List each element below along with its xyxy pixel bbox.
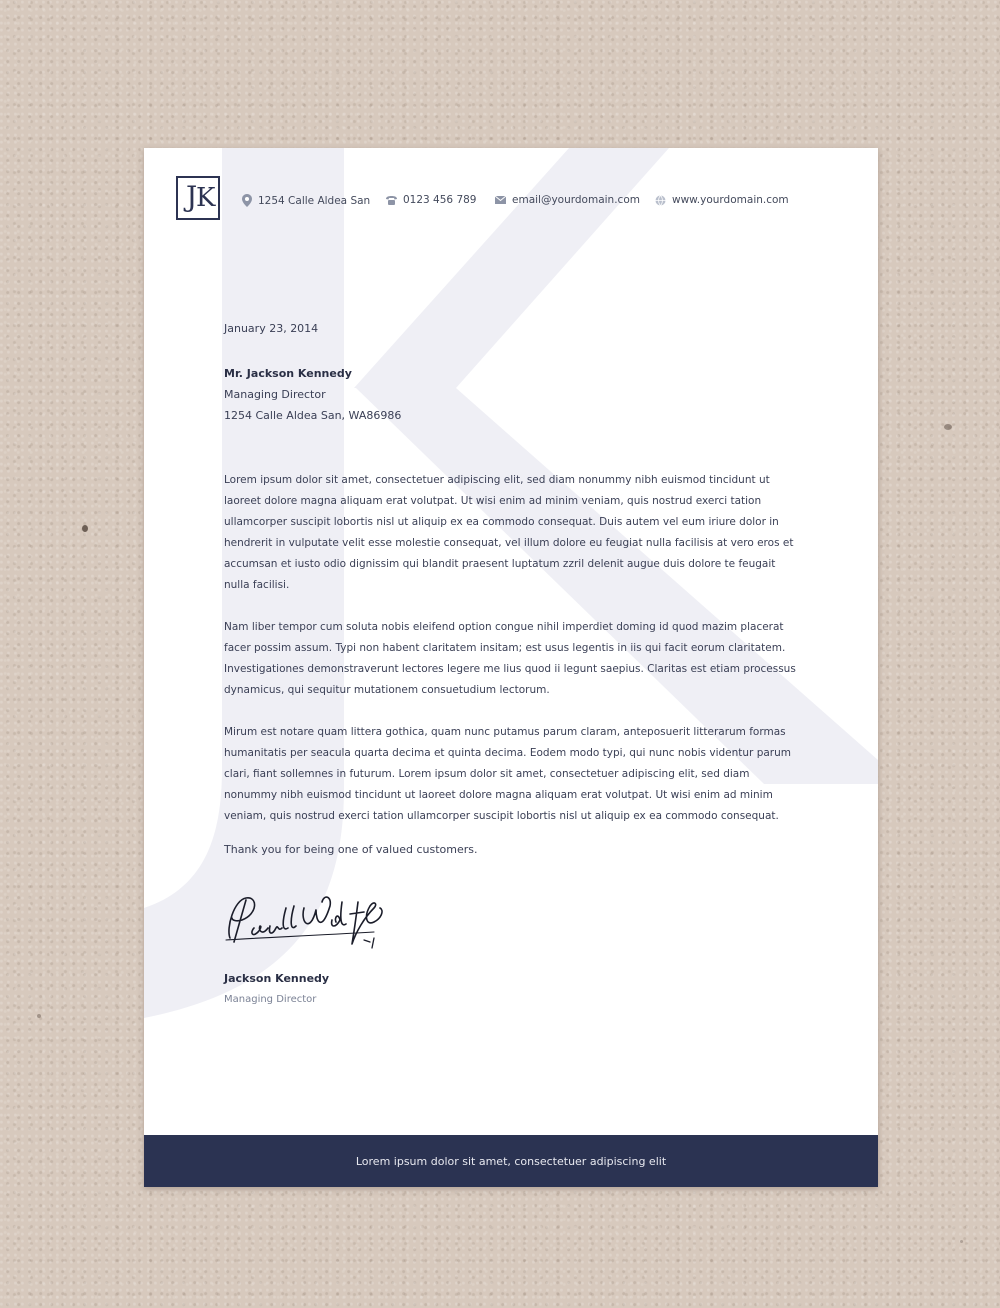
signer-block — [224, 968, 329, 1010]
contact-email — [495, 194, 640, 206]
contact-website-text: www.yourdomain.com — [672, 194, 789, 206]
body-paragraph: Nam liber tempor cum soluta nobis eleifend option congue nihil imperdiet doming id quod mazim placerat facer possim assum. Typi non habent claritatem insitam; est usus legentis in iis qui facit eorum claritatem. Investigationes demonstraverunt lectores legere me lius quod ii legunt saepius. Claritas est etiam processus dynamicus, qui sequitur mutationem consuetudium lectorum. — [224, 621, 796, 696]
mail-icon — [495, 196, 506, 204]
recipient-block — [224, 363, 401, 426]
closing-line: Thank you for being one of valued customers. — [224, 843, 478, 856]
body-paragraph: Lorem ipsum dolor sit amet, consectetuer adipiscing elit, sed diam nonummy nibh euismod tincidunt ut laoreet dolore magna aliquam erat volutpat. Ut wisi enim ad minim veniam, quis nostrud exerci tation ullamcorper suscipit lobortis nisl ut aliquip ex ea commodo consequat. Duis autem vel eum iriure dolor in hendrerit in vulputate velit esse molestie consequat, vel illum dolore eu feugiat nulla facilisis at vero eros et accumsan et iusto odio dignissim qui blandit praesent luptatum zzril delenit augue duis dolore te feugait nulla facilisi. — [224, 474, 794, 591]
recipient-title: Managing Director — [224, 388, 326, 401]
jk-monogram-logo — [176, 176, 220, 220]
letter-body — [224, 470, 804, 848]
footer-text: Lorem ipsum dolor sit amet, consectetuer adipiscing elit — [355, 1154, 667, 1168]
contact-address — [242, 194, 370, 207]
logo-letter-k: K — [196, 183, 216, 213]
contact-phone-text: 0123 456 789 — [403, 194, 477, 206]
recipient-name: Mr. Jackson Kennedy — [224, 367, 352, 380]
background-speck — [82, 525, 88, 532]
background-speck — [960, 1240, 963, 1243]
contact-website — [655, 194, 789, 206]
signer-title: Managing Director — [224, 994, 317, 1005]
recipient-address: 1254 Calle Aldea San, WA86986 — [224, 409, 402, 422]
signer-name: Jackson Kennedy — [224, 972, 330, 985]
phone-icon — [386, 196, 397, 205]
contact-phone — [386, 194, 476, 206]
background-speck — [944, 424, 952, 430]
globe-icon — [655, 195, 666, 206]
body-paragraph: Mirum est notare quam littera gothica, quam nunc putamus parum claram, anteposuerit litterarum formas humanitatis per seacula quarta decima et quinta decima. Eodem modo typi, qui nunc nobis videntur parum clari, fiant sollemnes in futurum. Lorem ipsum dolor sit amet, consectetuer adipiscing elit, sed diam nonummy nibh euismod tincidunt ut laoreet dolore magna aliquam erat volutpat. Ut wisi enim ad minim veniam, quis nostrud exerci tation ullamcorper suscipit lobortis nisl ut aliquip ex ea commodo consequat. — [224, 726, 791, 822]
letterhead-header — [176, 176, 878, 224]
background-speck — [37, 1014, 41, 1018]
contact-email-text: email@yourdomain.com — [512, 194, 640, 206]
handwritten-signature — [224, 888, 394, 954]
letterhead-page — [144, 148, 878, 1187]
contact-address-text: 1254 Calle Aldea San — [258, 194, 371, 207]
letter-date: January 23, 2014 — [224, 322, 319, 335]
letterhead-footer — [144, 1135, 878, 1187]
location-pin-icon — [242, 194, 252, 207]
logo-letter-j: J — [186, 180, 198, 213]
